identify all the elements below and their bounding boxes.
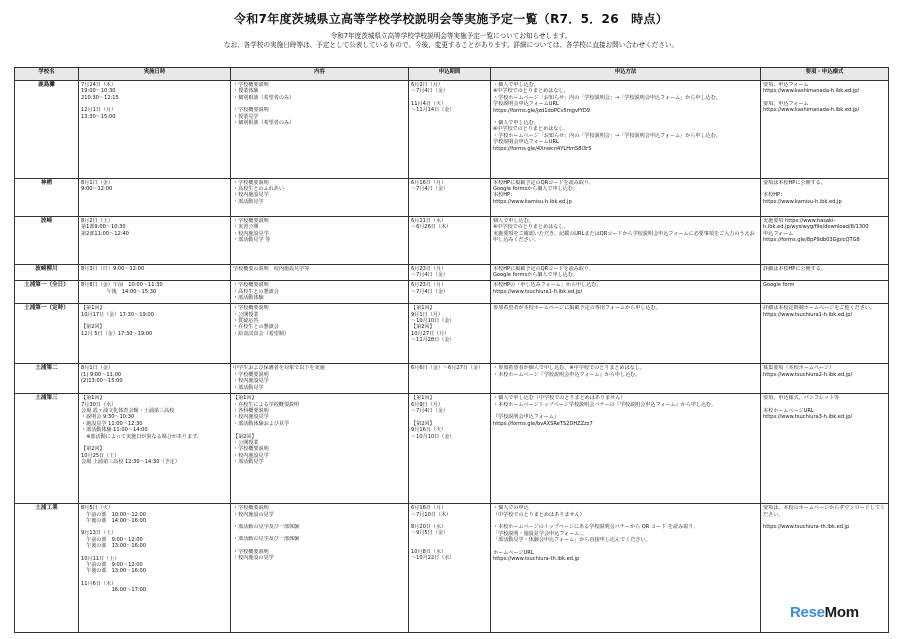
datetime-cell bbox=[79, 364, 231, 394]
school-name: 土浦工業 bbox=[15, 504, 79, 633]
datetime-cell bbox=[79, 281, 231, 304]
logo-text-a: Rese bbox=[790, 604, 825, 621]
deadline-block: 8月20日（水） ～9月5日（金） bbox=[411, 524, 449, 537]
method-block: ・個人での申込 （中学校でのとりまとめはありません） ・本校ホームページのトップページにある学校説明会バナーから QR コード を読み取り、 「学校説明・施設見学会申込フォーム」、 「部活動見学・体験会申込フォーム」から直接申し込んでください。 ホームページURL https://www.tsuchiura-th.ibk.ed.jp bbox=[493, 505, 699, 563]
datetime-block: 【第1回】 10月17日（金）17:30～19:00 【第2回】 12月 5日（金）17:30～19:00 bbox=[81, 305, 154, 337]
deadline-cell bbox=[409, 217, 491, 265]
content-cell bbox=[231, 178, 409, 216]
datetime-cell bbox=[79, 81, 231, 179]
deadline-block: 6月23日（月） ～7月4日（金） bbox=[411, 265, 449, 279]
content-block: ・学校概要説明 ・校内施設の見学 bbox=[233, 505, 274, 518]
table-row bbox=[15, 178, 889, 216]
datetime-cell bbox=[79, 394, 231, 504]
method-cell bbox=[491, 394, 761, 504]
method-block: 参加希望者が本校ホームページに掲載予定の専用フォームから申し込む。 bbox=[493, 305, 661, 312]
format-cell bbox=[761, 394, 889, 504]
deadline-cell bbox=[409, 264, 491, 280]
deadline-block: 11月4日（火） ～11月14日（金） bbox=[411, 100, 455, 114]
datetime-block: 【第1回】 7月30日（水） 会場 霞ヶ浦文化体育会館・土浦第三高校 ・説明会 9:30～10:30 ・施設見学 11:00～12:30 ・部活動体験 11:00～14:00 ※部活動によって実施日が異なる場合があります。 【第2回】 10月25日（土） 会場 土浦第三高校 12:30～14:30（予定） bbox=[81, 395, 203, 466]
method-cell bbox=[491, 81, 761, 179]
datetime-cell bbox=[79, 304, 231, 364]
school-name: 波崎 bbox=[15, 217, 79, 265]
table-row bbox=[15, 504, 889, 633]
datetime-cell bbox=[79, 504, 231, 633]
table-row bbox=[15, 217, 889, 265]
schedule-table bbox=[14, 67, 889, 633]
school-name: 波崎柳川 bbox=[15, 264, 79, 280]
content-block: 【第1回】 ・在校生による学校概要説明 ・各科概要説明 ・校内施設見学 ・部活動体験および見学 【第2回】 ・公開授業 ・学校概要説明 ・校内施設見学 ・部活動見学 bbox=[233, 395, 300, 466]
header-method: 申込方法 bbox=[491, 68, 761, 81]
content-block: ・学校概要説明 ・高校生とのふれあい ・校内施設見学 ・部活動見学 bbox=[233, 179, 284, 205]
method-cell bbox=[491, 178, 761, 216]
format-block: 実施要項 https://www.hasaki-h.ibk.ed.jp/wysiwyg/file/download/8/1300 申込フォーム https://forms.gle/8pP9db03GjpicQTG8 bbox=[763, 218, 869, 244]
format-block: 要項、申込フォーム https://www.kashimanada-h.ibk.ed.jp/ bbox=[763, 82, 860, 95]
header-content: 内容 bbox=[231, 68, 409, 81]
school-name: 神栖 bbox=[15, 178, 79, 216]
datetime-block: 11月6日（木） 16:00～17:00 bbox=[81, 580, 147, 594]
deadline-cell bbox=[409, 504, 491, 633]
method-block: 本校HPの「申し込みフォーム」から申し込む。 https://www.tsuchiura1-h.ibk.ed.jp/ bbox=[493, 282, 602, 295]
school-name: 鹿島灘 bbox=[15, 81, 79, 179]
page-title: 令和7年度茨城県立高等学校学校説明会等実施予定一覧（R7．5．26 時点） bbox=[233, 12, 669, 26]
datetime-block: 8月3日（日）9:00～12:00 bbox=[81, 265, 145, 272]
format-cell bbox=[761, 178, 889, 216]
method-block: 本校HPに掲載予定のQRコードを読み取り、 Google formsから個人で申し込む。 bbox=[493, 265, 595, 279]
content-cell bbox=[231, 304, 409, 364]
deadline-block: 【第1回】 6月9日（月） ～7月4日（金） 【第2回】 9月16日（火） ～10月10日（金） bbox=[411, 395, 455, 440]
intro-line-1: 令和7年度茨城県立高等学校学校説明会等実施予定一覧についてお知らせします。 bbox=[330, 32, 572, 40]
datetime-block: 9月13日（土） 午前の部 9:00～12:00 午後の部 13:00～16:00 bbox=[81, 530, 147, 550]
datetime-block: 8月8日（金）午前 10:00～11:30 午後 14:00～15:30 bbox=[81, 282, 163, 295]
header-datetime: 実施日時 bbox=[79, 68, 231, 81]
format-block: 要項、申込フォーム https://www.kashimanada-h.ibk.ed.jp/ bbox=[763, 100, 860, 114]
format-cell bbox=[761, 364, 889, 394]
datetime-cell bbox=[79, 217, 231, 265]
header-format: 要項・申込様式 bbox=[761, 68, 889, 81]
datetime-block: 8月5日（火） 午前の部 10:00～12:00 午後の部 14:00～16:00 bbox=[81, 505, 147, 525]
table-row bbox=[15, 394, 889, 504]
logo-text-b: Mom bbox=[824, 604, 859, 621]
format-block: 詳細は本校定時制ホームページをご覧ください。 https://www.tsuchiura1-h.ibk.ed.jp/ bbox=[763, 305, 875, 318]
format-cell bbox=[761, 304, 889, 364]
method-block: ・個人で申し込む。 ※中学校でのとりまとめはなし。 ・学校ホームページ「お知らせ」内の「学校説明会」→「学校説明会申込フォーム」から申し込む。 学校説明会申込フォームURL https://forms.gle/jzd1doPCv5mgvfYD9 bbox=[493, 82, 721, 114]
header-school: 学校名 bbox=[15, 68, 79, 81]
method-cell bbox=[491, 217, 761, 265]
table-row bbox=[15, 281, 889, 304]
header-deadline: 申込期間 bbox=[409, 68, 491, 81]
content-cell bbox=[231, 264, 409, 280]
method-cell bbox=[491, 264, 761, 280]
table-row bbox=[15, 304, 889, 364]
method-block: ・個人で申し込む。 ※中学校でのとりまとめはなし。 ・学校ホームページ「お知らせ」内の「学校説明会」→「学校説明会申込フォーム」から申し込む。 学校説明会申込フォームURL https://forms.gle/4Xnwcn4YLHmS8i3r5 bbox=[493, 120, 721, 152]
deadline-cell bbox=[409, 178, 491, 216]
method-cell bbox=[491, 504, 761, 633]
content-block: ・学校概要説明 ・授業体験 ・個別相談（希望者のみ） bbox=[233, 82, 295, 101]
format-block: 要項は本校HPに公開する。 本校HP： https://www.kamisu-h.ibk.ed.jp bbox=[763, 179, 842, 205]
method-block: 個人で申し込む。 ※中学校でのとりまとめはなし。 実施要項をご確認いただき、記載のURLまたはQRコードから学校説明会申込フォームに必要事項をご入力のうえお申し込みください。 bbox=[493, 218, 755, 244]
deadline-cell bbox=[409, 304, 491, 364]
content-cell bbox=[231, 394, 409, 504]
deadline-block: 6月16日（月） ～7月10日（木） bbox=[411, 505, 452, 518]
content-block: ・部活動の見学及び一部体験 bbox=[233, 524, 300, 531]
datetime-block: 8月1日（金） 9:00～12:00 bbox=[81, 179, 113, 192]
format-block: 詳細は本校HPに公開する。 bbox=[763, 265, 826, 272]
school-name: 土浦第一（全日） bbox=[15, 281, 79, 304]
content-block: ・学校概要説明 ・授業見学 ・個別相談（希望者のみ） bbox=[233, 107, 295, 127]
format-block: 募集要項（本校ホームページ） https://www.tsuchiura2-h.ibk.ed.jp/ bbox=[763, 365, 853, 378]
content-cell bbox=[231, 81, 409, 179]
deadline-block: 6月6日（金）～6月27日（金） bbox=[411, 365, 484, 372]
resemom-logo bbox=[790, 604, 859, 621]
method-cell bbox=[491, 304, 761, 364]
deadline-cell bbox=[409, 394, 491, 504]
table-header-row bbox=[15, 68, 889, 81]
format-block: 要項は、本校のホームページからダウンロードしてください。 https://www.tsuchiura-th.ibk.ed.jp bbox=[763, 505, 886, 531]
datetime-cell bbox=[79, 264, 231, 280]
content-block: 学校概要の説明 校内施設見学等 bbox=[233, 265, 310, 272]
method-block: ・個人で申し込む（中学校でのとりまとめはありません） ・本校ホームページトップページ学校説明会バナーの『学校説明会申込フォーム』から申し込む。 『学校説明会申込フォーム』 https://forms.gle/bvAXSReTS2DHZZzz7 bbox=[493, 395, 717, 427]
deadline-block: 6月23日（月） ～7月4日（金） bbox=[411, 282, 449, 295]
deadline-block: 【第1回】 9月1日（月） ～10月10日（金） 【第2回】 10月27日（月） ～11月28日（金） bbox=[411, 305, 455, 344]
content-block: ・学校概要説明 ・高校生との懇談会 ・部活動体験 bbox=[233, 282, 279, 301]
content-cell bbox=[231, 364, 409, 394]
datetime-block: 10月11日（土） 午前の部 9:00～12:00 午後の部 13:00～16:00 bbox=[81, 555, 147, 575]
school-name: 土浦第三 bbox=[15, 394, 79, 504]
deadline-cell bbox=[409, 281, 491, 304]
deadline-block: 6月16日（月） ～7月4日（金） bbox=[411, 179, 449, 192]
content-block: 中学生および保護者を対象で以下を実施 ・学校概要説明 ・校内施設見学 ・部活動見学 bbox=[233, 365, 325, 391]
deadline-block: 6月2日（月） ～7月4日（金） bbox=[411, 82, 449, 95]
school-name: 土浦第二 bbox=[15, 364, 79, 394]
content-block: ・部活動の見学及び一部体験 bbox=[233, 536, 300, 543]
intro-line-2: なお、各学校の実施日時等は、予定として公表しているもので、今後、変更することがあります。詳細については、各学校に直接お問い合わせください。 bbox=[223, 41, 679, 49]
deadline-block: 6月11日（水） ～6月26日（木） bbox=[411, 218, 452, 231]
table-row bbox=[15, 81, 889, 179]
method-cell bbox=[491, 364, 761, 394]
format-cell bbox=[761, 217, 889, 265]
content-cell bbox=[231, 504, 409, 633]
datetime-block: 7月24日（木） 19:00～10:30 210:30～12:15 bbox=[81, 82, 119, 101]
format-cell bbox=[761, 81, 889, 179]
method-cell bbox=[491, 281, 761, 304]
datetime-block: 12月1日（月） 13:30～15:00 bbox=[81, 107, 117, 120]
table-row bbox=[15, 364, 889, 394]
school-name: 土浦第一（定時） bbox=[15, 304, 79, 364]
content-cell bbox=[231, 217, 409, 265]
deadline-cell bbox=[409, 364, 491, 394]
datetime-block: 8月2日（土） 第1部9:00～10:30 第2部11:00～12:40 bbox=[81, 218, 129, 237]
content-block: ・学校概要説明 ・実習公開 ・校内施設見学 ・部活動見学 等 bbox=[233, 218, 271, 244]
deadline-block: 10月8日（水） ～10月22日（水） bbox=[411, 548, 455, 562]
table-row bbox=[15, 264, 889, 280]
format-block: 要項、申込様式、パンフレット等 本校ホームページURL https://www.tsuchiura3-h.ibk.ed.jp/ bbox=[763, 395, 853, 421]
intro-text bbox=[0, 32, 902, 50]
content-block: ・学校概要説明 ・公開授業 ・質疑応答 ・在校生との懇談会 ・給食試食会（希望制） bbox=[233, 305, 290, 337]
method-block: 本校HPに掲載予定のQRコードを読み取り、 Google formsから個人で申し込む。 本校HP： https://www.kamisu-h.ibk.ed.jp bbox=[493, 179, 595, 205]
content-block: ・学校概要説明 ・校内施設の見学 bbox=[233, 548, 274, 562]
deadline-cell bbox=[409, 81, 491, 179]
datetime-cell bbox=[79, 178, 231, 216]
method-block: ・参加希望者が個人で申し込む。※中学校でのとりまとめはなし。 ・本校ホームページ『学校説明会申込フォーム』から申し込む。 bbox=[493, 365, 645, 378]
format-cell bbox=[761, 281, 889, 304]
format-cell bbox=[761, 264, 889, 280]
datetime-block: 8月1日（金） (1) 9:00～11:00 (2)13:00～15:00 bbox=[81, 365, 123, 385]
content-cell bbox=[231, 281, 409, 304]
format-block: Google form bbox=[763, 282, 795, 289]
